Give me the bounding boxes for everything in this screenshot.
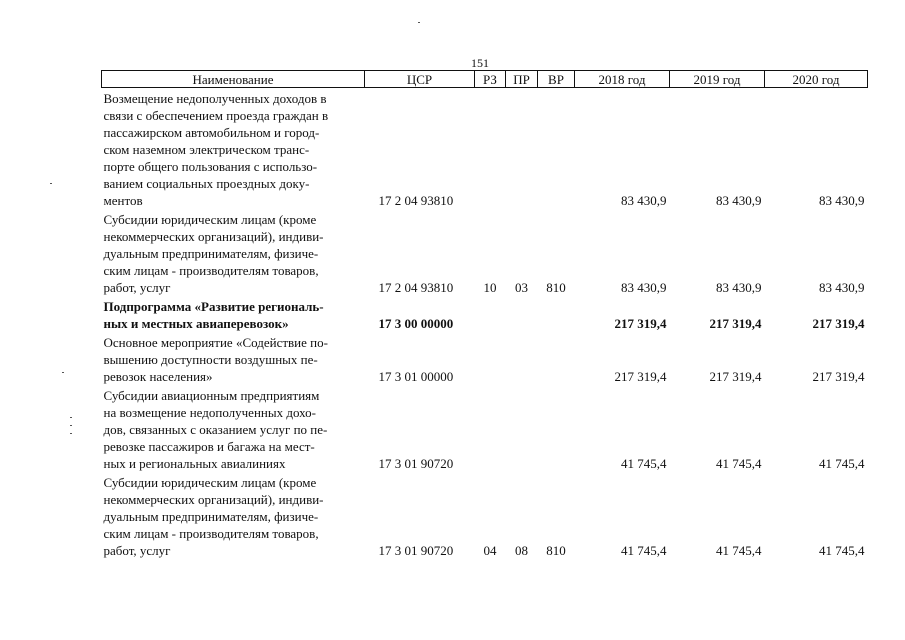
header-csr: ЦСР <box>365 71 475 88</box>
header-rz: РЗ <box>475 71 506 88</box>
name-line: работ, услуг <box>103 280 171 295</box>
header-2018: 2018 год <box>575 71 670 88</box>
name-line: ных и региональных авиалиниях <box>103 456 286 471</box>
cell-name <box>102 472 365 559</box>
name-line: Возмещение недополученных доходов в <box>103 91 327 106</box>
cell-name <box>102 88 365 210</box>
name-line: ревозок населения» <box>103 369 213 384</box>
cell-rz <box>475 296 506 332</box>
cell-csr: 17 2 04 93810 <box>378 280 454 295</box>
name-line: Подпрограмма «Развитие региональ- <box>103 299 324 314</box>
cell-2018: 41 745,4 <box>621 456 667 471</box>
table-header-row <box>102 71 868 88</box>
name-line: Основное мероприятие «Содействие по- <box>103 335 328 350</box>
name-line: ных и местных авиаперевозок» <box>103 316 289 331</box>
name-line: ревозке пассажиров и багажа на мест- <box>103 439 315 454</box>
name-line: Субсидии юридическим лицам (кроме <box>103 475 317 490</box>
header-2019: 2019 год <box>670 71 765 88</box>
table-row <box>102 209 868 296</box>
cell-2020: 217 319,4 <box>812 369 865 384</box>
cell-csr: 17 3 01 90720 <box>378 456 454 471</box>
header-vr: ВР <box>538 71 575 88</box>
cell-rz: 04 <box>483 543 497 558</box>
name-line: порте общего пользования с использо- <box>103 159 318 174</box>
scan-mark <box>70 433 72 434</box>
cell-name <box>102 385 365 472</box>
cell-2019: 41 745,4 <box>716 456 762 471</box>
name-line: Субсидии юридическим лицам (кроме <box>103 212 317 227</box>
cell-2018: 83 430,9 <box>621 193 667 208</box>
name-line: дуальным предпринимателям, физиче- <box>103 509 319 524</box>
name-line: дуальным предпринимателям, физиче- <box>103 246 319 261</box>
header-name: Наименование <box>102 71 365 88</box>
cell-2019: 217 319,4 <box>709 316 762 331</box>
scan-mark <box>50 183 52 184</box>
cell-2020: 41 745,4 <box>819 456 865 471</box>
cell-vr: 810 <box>546 543 566 558</box>
cell-csr: 17 2 04 93810 <box>378 193 454 208</box>
name-line: пассажирском автомобильном и город- <box>103 125 320 140</box>
page-number: 151 <box>471 56 489 70</box>
table-row <box>102 296 868 332</box>
cell-2018: 41 745,4 <box>621 543 667 558</box>
cell-pr <box>506 332 538 385</box>
name-line: ванием социальных проездных доку- <box>103 176 310 191</box>
cell-2019: 83 430,9 <box>716 280 762 295</box>
table-row <box>102 88 868 210</box>
cell-vr <box>538 296 575 332</box>
name-line: связи с обеспечением проезда граждан в <box>103 108 329 123</box>
cell-csr: 17 3 01 00000 <box>378 369 454 384</box>
scan-mark <box>70 425 72 426</box>
cell-vr <box>538 332 575 385</box>
cell-2019: 41 745,4 <box>716 543 762 558</box>
header-pr: ПР <box>506 71 538 88</box>
cell-rz: 10 <box>483 280 497 295</box>
cell-2020: 217 319,4 <box>812 316 865 331</box>
name-line: ским лицам - производителям товаров, <box>103 526 319 541</box>
name-line: ском наземном электрическом транс- <box>103 142 310 157</box>
name-line: некоммерческих организаций), индиви- <box>103 229 324 244</box>
cell-csr: 17 3 00 00000 <box>378 316 454 331</box>
header-2020: 2020 год <box>765 71 868 88</box>
cell-rz <box>475 332 506 385</box>
name-line: работ, услуг <box>103 543 171 558</box>
cell-csr: 17 3 01 90720 <box>378 543 454 558</box>
name-line: некоммерческих организаций), индиви- <box>103 492 324 507</box>
cell-pr: 08 <box>515 543 528 558</box>
cell-2018: 83 430,9 <box>621 280 667 295</box>
cell-2020: 83 430,9 <box>819 280 865 295</box>
cell-pr <box>506 385 538 472</box>
cell-2018: 217 319,4 <box>614 316 667 331</box>
scan-mark <box>418 22 420 23</box>
cell-name <box>102 332 365 385</box>
name-line: вышению доступности воздушных пе- <box>103 352 318 367</box>
cell-2020: 41 745,4 <box>819 543 865 558</box>
table-body <box>102 88 868 560</box>
cell-rz <box>475 385 506 472</box>
name-line: ским лицам - производителям товаров, <box>103 263 319 278</box>
cell-2019: 83 430,9 <box>716 193 762 208</box>
cell-2019: 217 319,4 <box>709 369 762 384</box>
cell-name <box>102 296 365 332</box>
cell-rz <box>475 88 506 210</box>
budget-table <box>101 70 868 559</box>
cell-vr <box>538 88 575 210</box>
name-line: Субсидии авиационным предприятиям <box>103 388 320 403</box>
cell-pr <box>506 88 538 210</box>
name-line: дов, связанных с оказанием услуг по пе- <box>103 422 328 437</box>
table-row <box>102 385 868 472</box>
name-line: ментов <box>103 193 143 208</box>
scan-mark <box>62 372 64 373</box>
cell-vr: 810 <box>546 280 566 295</box>
cell-2018: 217 319,4 <box>614 369 667 384</box>
table-row <box>102 472 868 559</box>
cell-2020: 83 430,9 <box>819 193 865 208</box>
cell-vr <box>538 385 575 472</box>
scan-mark <box>70 417 72 418</box>
table-row <box>102 332 868 385</box>
name-line: на возмещение недополученных дохо- <box>103 405 316 420</box>
cell-pr <box>506 296 538 332</box>
cell-pr: 03 <box>515 280 528 295</box>
cell-name <box>102 209 365 296</box>
